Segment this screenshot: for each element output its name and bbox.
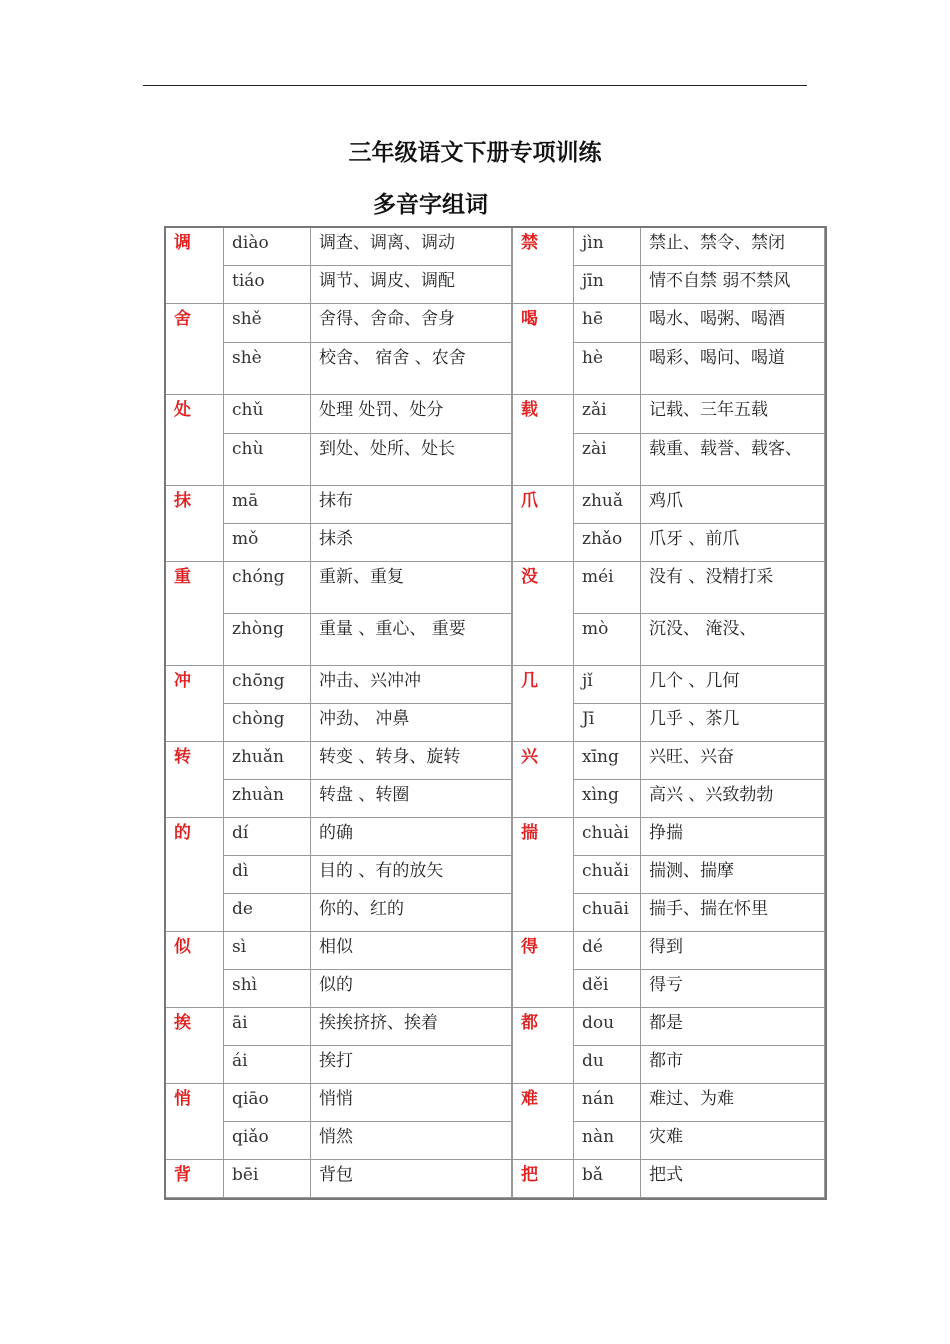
table-row — [166, 395, 825, 434]
pinyin-cell: Jī — [574, 704, 641, 742]
table-row — [166, 1046, 825, 1084]
pinyin-cell: zhǎo — [574, 524, 641, 562]
polyphone-char: 挨 — [166, 1008, 224, 1084]
words-cell: 情不自禁 弱不禁风 — [641, 266, 825, 304]
polyphone-char: 禁 — [512, 228, 574, 304]
page-title: 三年级语文下册专项训练 — [348, 140, 602, 166]
words-cell: 悄然 — [311, 1122, 512, 1160]
words-cell: 舍得、舍命、舍身 — [311, 304, 512, 343]
table-row — [166, 856, 825, 894]
words-cell: 都是 — [641, 1008, 825, 1046]
polyphone-char: 爪 — [512, 486, 574, 562]
words-cell: 兴旺、兴奋 — [641, 742, 825, 780]
polyphone-char: 没 — [512, 562, 574, 666]
words-cell: 重新、重复 — [311, 562, 512, 614]
pinyin-cell: bēi — [224, 1160, 311, 1198]
words-cell: 冲击、兴冲冲 — [311, 666, 512, 704]
table-row — [166, 666, 825, 704]
words-cell: 转盘 、转圈 — [311, 780, 512, 818]
words-cell: 揣手、揣在怀里 — [641, 894, 825, 932]
words-cell: 没有 、没精打采 — [641, 562, 825, 614]
pinyin-cell: sì — [224, 932, 311, 970]
words-cell: 把式 — [641, 1160, 825, 1198]
table-row — [166, 343, 825, 395]
words-cell: 揣测、揣摩 — [641, 856, 825, 894]
words-cell: 调查、调离、调动 — [311, 228, 512, 266]
pinyin-cell: mā — [224, 486, 311, 524]
table-row — [166, 742, 825, 780]
polyphone-char: 载 — [512, 395, 574, 486]
pinyin-cell: méi — [574, 562, 641, 614]
pinyin-cell: dé — [574, 932, 641, 970]
pinyin-cell: chuài — [574, 818, 641, 856]
polyphone-char: 重 — [166, 562, 224, 666]
pinyin-cell: shì — [224, 970, 311, 1008]
pinyin-cell: qiǎo — [224, 1122, 311, 1160]
table-row — [166, 1122, 825, 1160]
table-row — [166, 434, 825, 486]
pinyin-cell: chòng — [224, 704, 311, 742]
polyphone-table — [164, 226, 827, 1200]
pinyin-cell: mò — [574, 614, 641, 666]
pinyin-cell: hè — [574, 343, 641, 395]
pinyin-cell: mǒ — [224, 524, 311, 562]
pinyin-cell: zài — [574, 434, 641, 486]
pinyin-cell: dì — [224, 856, 311, 894]
pinyin-cell: hē — [574, 304, 641, 343]
table-row — [166, 780, 825, 818]
pinyin-cell: āi — [224, 1008, 311, 1046]
polyphone-char: 几 — [512, 666, 574, 742]
words-cell: 转变 、转身、旋转 — [311, 742, 512, 780]
pinyin-cell: děi — [574, 970, 641, 1008]
words-cell: 高兴 、兴致勃勃 — [641, 780, 825, 818]
words-cell: 几乎 、茶几 — [641, 704, 825, 742]
polyphone-char: 调 — [166, 228, 224, 304]
words-cell: 都市 — [641, 1046, 825, 1084]
words-cell: 悄悄 — [311, 1084, 512, 1122]
words-cell: 几个 、几何 — [641, 666, 825, 704]
pinyin-cell: chóng — [224, 562, 311, 614]
header-rule — [143, 85, 807, 86]
pinyin-cell: zhuǎ — [574, 486, 641, 524]
polyphone-char: 难 — [512, 1084, 574, 1160]
words-cell: 记载、三年五载 — [641, 395, 825, 434]
table-row — [166, 970, 825, 1008]
pinyin-cell: diào — [224, 228, 311, 266]
pinyin-cell: zhuǎn — [224, 742, 311, 780]
polyphone-char: 转 — [166, 742, 224, 818]
table-row — [166, 1008, 825, 1046]
polyphone-char: 舍 — [166, 304, 224, 395]
table-row — [166, 304, 825, 343]
pinyin-cell: jìn — [574, 228, 641, 266]
words-cell: 抹布 — [311, 486, 512, 524]
polyphone-char: 的 — [166, 818, 224, 932]
pinyin-cell: shě — [224, 304, 311, 343]
words-cell: 挨挨挤挤、挨着 — [311, 1008, 512, 1046]
words-cell: 禁止、禁令、禁闭 — [641, 228, 825, 266]
pinyin-cell: tiáo — [224, 266, 311, 304]
words-cell: 的确 — [311, 818, 512, 856]
table-row — [166, 524, 825, 562]
table-row — [166, 1160, 825, 1198]
words-cell: 到处、处所、处长 — [311, 434, 512, 486]
words-cell: 抹杀 — [311, 524, 512, 562]
pinyin-cell: chōng — [224, 666, 311, 704]
words-cell: 冲劲、 冲鼻 — [311, 704, 512, 742]
pinyin-cell: chù — [224, 434, 311, 486]
words-cell: 重量 、重心、 重要 — [311, 614, 512, 666]
words-cell: 挣揣 — [641, 818, 825, 856]
pinyin-cell: dí — [224, 818, 311, 856]
pinyin-cell: nàn — [574, 1122, 641, 1160]
words-cell: 你的、红的 — [311, 894, 512, 932]
pinyin-cell: qiāo — [224, 1084, 311, 1122]
pinyin-cell: zhuàn — [224, 780, 311, 818]
polyphone-char: 都 — [512, 1008, 574, 1084]
pinyin-cell: de — [224, 894, 311, 932]
pinyin-cell: chuǎi — [574, 856, 641, 894]
page-subtitle: 多音字组词 — [373, 192, 488, 218]
polyphone-char: 揣 — [512, 818, 574, 932]
pinyin-cell: chǔ — [224, 395, 311, 434]
pinyin-cell: xīng — [574, 742, 641, 780]
words-cell: 爪牙 、前爪 — [641, 524, 825, 562]
pinyin-cell: xìng — [574, 780, 641, 818]
words-cell: 喝彩、喝问、喝道 — [641, 343, 825, 395]
pinyin-cell: nán — [574, 1084, 641, 1122]
polyphone-char: 喝 — [512, 304, 574, 395]
words-cell: 校舍、 宿舍 、农舍 — [311, 343, 512, 395]
polyphone-char: 兴 — [512, 742, 574, 818]
table-row — [166, 266, 825, 304]
words-cell: 似的 — [311, 970, 512, 1008]
pinyin-cell: shè — [224, 343, 311, 395]
words-cell: 背包 — [311, 1160, 512, 1198]
words-cell: 得亏 — [641, 970, 825, 1008]
table-row — [166, 818, 825, 856]
words-cell: 得到 — [641, 932, 825, 970]
words-cell: 鸡爪 — [641, 486, 825, 524]
table-row — [166, 1084, 825, 1122]
words-cell: 载重、载誉、载客、 — [641, 434, 825, 486]
table-row — [166, 894, 825, 932]
table-row — [166, 932, 825, 970]
pinyin-cell: dou — [574, 1008, 641, 1046]
table-row — [166, 614, 825, 666]
pinyin-cell: jǐ — [574, 666, 641, 704]
pinyin-cell: zǎi — [574, 395, 641, 434]
polyphone-char: 把 — [512, 1160, 574, 1198]
words-cell: 沉没、 淹没、 — [641, 614, 825, 666]
polyphone-char: 得 — [512, 932, 574, 1008]
polyphone-char: 似 — [166, 932, 224, 1008]
pinyin-cell: jīn — [574, 266, 641, 304]
words-cell: 处理 处罚、处分 — [311, 395, 512, 434]
words-cell: 灾难 — [641, 1122, 825, 1160]
polyphone-char: 背 — [166, 1160, 224, 1198]
words-cell: 难过、为难 — [641, 1084, 825, 1122]
pinyin-cell: du — [574, 1046, 641, 1084]
polyphone-char: 抹 — [166, 486, 224, 562]
polyphone-char: 处 — [166, 395, 224, 486]
words-cell: 喝水、喝粥、喝酒 — [641, 304, 825, 343]
pinyin-cell: ái — [224, 1046, 311, 1084]
table-row — [166, 228, 825, 266]
table-row — [166, 704, 825, 742]
pinyin-cell: zhòng — [224, 614, 311, 666]
table-row — [166, 486, 825, 524]
words-cell: 调节、调皮、调配 — [311, 266, 512, 304]
words-cell: 相似 — [311, 932, 512, 970]
words-cell: 挨打 — [311, 1046, 512, 1084]
words-cell: 目的 、有的放矢 — [311, 856, 512, 894]
polyphone-char: 悄 — [166, 1084, 224, 1160]
table-row — [166, 562, 825, 614]
polyphone-char: 冲 — [166, 666, 224, 742]
pinyin-cell: chuāi — [574, 894, 641, 932]
pinyin-cell: bǎ — [574, 1160, 641, 1198]
